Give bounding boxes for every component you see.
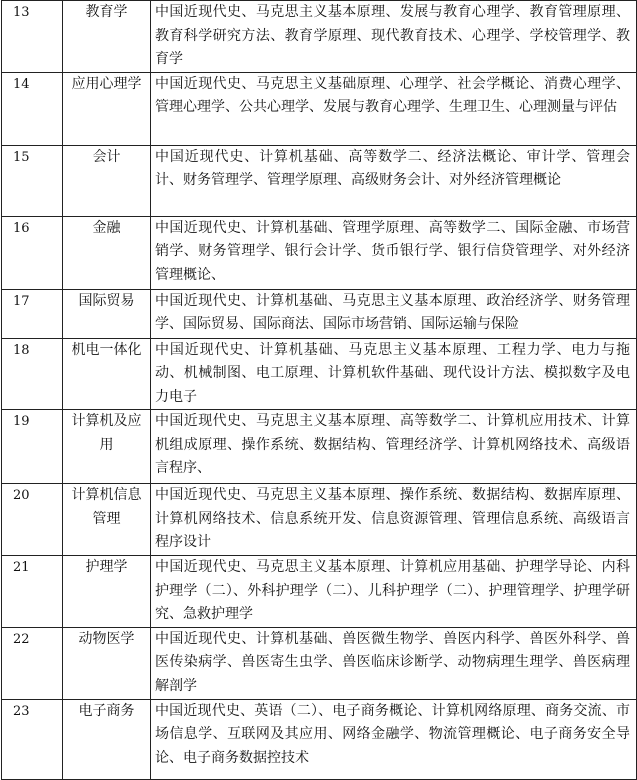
subject-list: 中国近现代史、马克思主义基础原理、心理学、社会学概论、消费心理学、管理心理学、公共心理学、发展与教育心理学、生理卫生、心理测量与评估 <box>151 72 637 145</box>
major-name: 计算机信息管理 <box>63 484 151 556</box>
table-row <box>2 1 637 73</box>
table-row <box>2 699 637 779</box>
subject-list: 中国近现代史、计算机基础、高等数学二、经济法概论、审计学、管理会计、财务管理学、管理学原理、高级财务会计、对外经济管理概论 <box>151 145 637 216</box>
major-name: 金融 <box>63 216 151 289</box>
row-number: 23 <box>2 699 63 779</box>
row-number: 18 <box>2 338 63 410</box>
table-row <box>2 145 637 216</box>
table-row <box>2 72 637 145</box>
major-name: 国际贸易 <box>63 289 151 338</box>
subject-list: 中国近现代史、马克思主义基本原理、发展与教育心理学、教育管理原理、教育科学研究方法、教育学原理、现代教育技术、心理学、学校管理学、教育学 <box>151 1 637 73</box>
course-table <box>1 0 637 780</box>
table-row <box>2 627 637 699</box>
row-number: 16 <box>2 216 63 289</box>
major-name: 教育学 <box>63 1 151 73</box>
major-name: 计算机及应用 <box>63 410 151 484</box>
table-row <box>2 556 637 628</box>
subject-list: 中国近现代史、马克思主义基本原理、计算机应用基础、护理学导论、内科护理学（二）、外科护理学（二）、儿科护理学（二）、护理管理学、护理学研究、急救护理学 <box>151 556 637 628</box>
subject-list: 中国近现代史、马克思主义基本原理、高等数学二、计算机应用技术、计算机组成原理、操作系统、数据结构、管理经济学、计算机网络技术、高级语言程序、 <box>151 410 637 484</box>
major-name: 动物医学 <box>63 627 151 699</box>
subject-list: 中国近现代史、计算机基础、马克思主义基本原理、工程力学、电力与拖动、机械制图、电工原理、计算机软件基础、现代设计方法、模拟数字及电力电子 <box>151 338 637 410</box>
subject-list: 中国近现代史、英语（二）、电子商务概论、计算机网络原理、商务交流、市场信息学、互联网及其应用、网络金融学、物流管理概论、电子商务安全导论、电子商务数据控技术 <box>151 699 637 779</box>
row-number: 22 <box>2 627 63 699</box>
row-number: 20 <box>2 484 63 556</box>
table-row <box>2 289 637 338</box>
table-row <box>2 338 637 410</box>
table-row <box>2 484 637 556</box>
table-row <box>2 216 637 289</box>
major-name: 应用心理学 <box>63 72 151 145</box>
major-name: 机电一体化 <box>63 338 151 410</box>
table-row <box>2 410 637 484</box>
major-name: 电子商务 <box>63 699 151 779</box>
row-number: 19 <box>2 410 63 484</box>
row-number: 21 <box>2 556 63 628</box>
subject-list: 中国近现代史、计算机基础、兽医微生物学、兽医内科学、兽医外科学、兽医传染病学、兽医寄生虫学、兽医临床诊断学、动物病理生理学、兽医病理解剖学 <box>151 627 637 699</box>
row-number: 17 <box>2 289 63 338</box>
row-number: 14 <box>2 72 63 145</box>
subject-list: 中国近现代史、计算机基础、马克思主义基本原理、政治经济学、财务管理学、国际贸易、国际商法、国际市场营销、国际运输与保险 <box>151 289 637 338</box>
subject-list: 中国近现代史、马克思主义基本原理、操作系统、数据结构、数据库原理、计算机网络技术、信息系统开发、信息资源管理、管理信息系统、高级语言程序设计 <box>151 484 637 556</box>
major-name: 护理学 <box>63 556 151 628</box>
subject-list: 中国近现代史、计算机基础、管理学原理、高等数学二、国际金融、市场营销学、财务管理学、银行会计学、货币银行学、银行信贷管理学、对外经济管理概论、 <box>151 216 637 289</box>
major-name: 会计 <box>63 145 151 216</box>
row-number: 15 <box>2 145 63 216</box>
row-number: 13 <box>2 1 63 73</box>
